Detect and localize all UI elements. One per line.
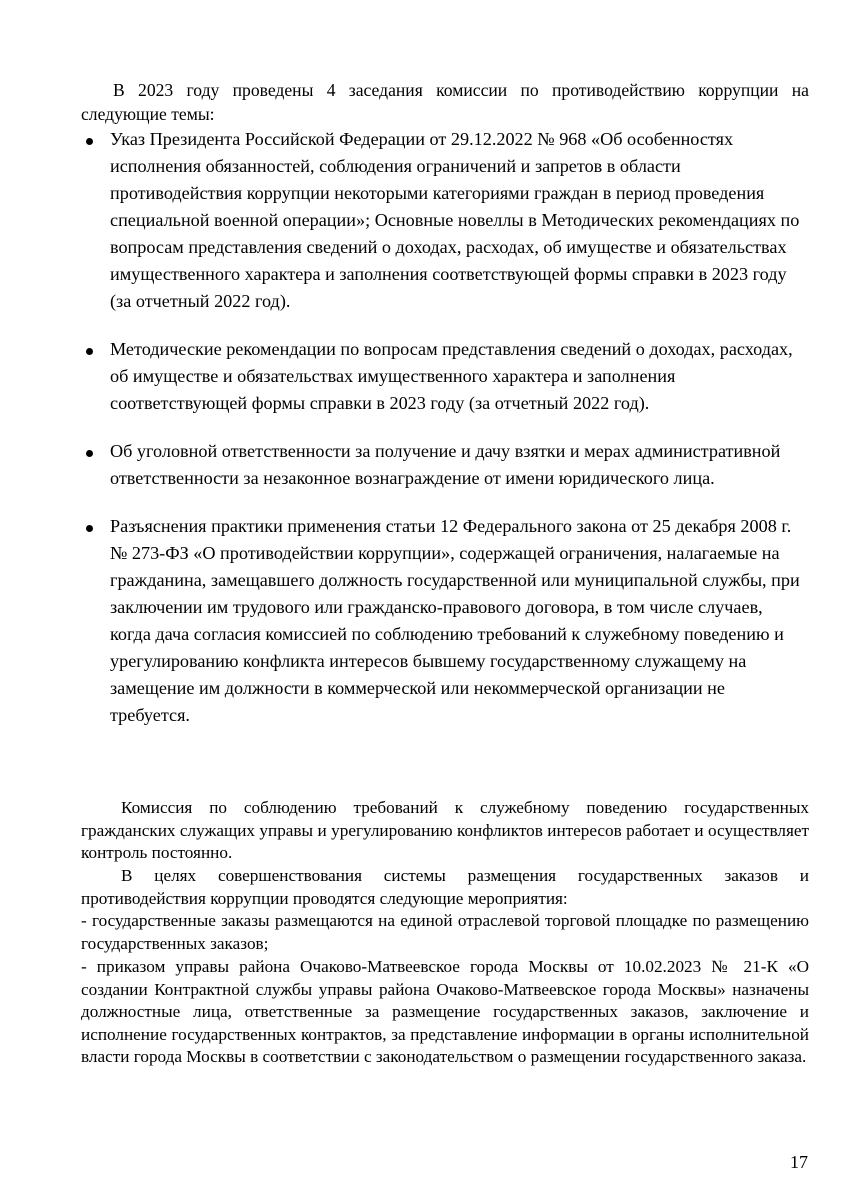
list-item-text: Указ Президента Российской Федерации от 29.12.2022 № 968 «Об особенностях исполнения обязанностей, соблюдения ограничений и запретов в области противодействия коррупции некоторыми категориями граждан в период проведения специальной военной операции»; Основные новеллы в Методических рекомендациях по вопросам представления сведений о доходах, расходах, об имуществе и обязательствах имущественного характера и заполнения соответствующей формы справки в 2023 году (за отчетный 2022 год). (110, 129, 800, 311)
measure-item-2: - приказом управы района Очаково-Матвеевское города Москвы от 10.02.2023 № 21-К «О создании Контрактной службы управы района Очаково-Матвеевское города Москвы» назначены должностные лица, ответственные за размещение государственных заказов, заключение и исполнение государственных контрактов, за представление информации в органы исполнительной власти города Москвы в соответствии с законодательством о размещении государственного заказа. (81, 957, 809, 1067)
list-item-text: Об уголовной ответственности за получение и дачу взятки и мерах административной ответственности за незаконное вознаграждение от имени юридического лица. (110, 441, 781, 488)
measure-item-1: - государственные заказы размещаются на единой отраслевой торговой площадке по размещению государственных заказов; (81, 911, 809, 953)
bullet-icon (86, 126, 100, 153)
list-item (0, 126, 848, 315)
commission-paragraph: Комиссия по соблюдению требований к служебному поведению государственных гражданских служащих управы и урегулированию конфликтов интересов работает и осуществляет контроль постоянно. (81, 798, 809, 863)
bullet-icon (86, 336, 100, 363)
page-number: 17 (790, 1152, 808, 1172)
list-item (0, 513, 848, 729)
list-item (0, 438, 848, 492)
topics-list (0, 126, 848, 750)
list-item-text: Методические рекомендации по вопросам представления сведений о доходах, расходах, об имуществе и обязательствах имущественного характера и заполнения соответствующей формы справки в 2023 году (за отчетный 2022 год). (110, 339, 793, 413)
measures-intro-paragraph: В целях совершенствования системы размещения государственных заказов и противодействия коррупции проводятся следующие мероприятия: (81, 866, 809, 908)
list-item (0, 336, 848, 417)
list-item-text: Разъяснения практики применения статьи 12 Федерального закона от 25 декабря 2008 г. № 273-ФЗ «О противодействии коррупции», содержащей ограничения, налагаемые на гражданина, замещавшего должность государственной или муниципальной службы, при заключении им трудового или гражданско-правового договора, в том числе случаев, когда дача согласия комиссией по соблюдению требований к служебному поведению и урегулированию конфликта интересов бывшему государственному служащему на замещение им должности в коммерческой или некоммерческой организации не требуется. (110, 516, 800, 725)
bullet-icon (86, 513, 100, 540)
bullet-icon (86, 438, 100, 465)
intro-paragraph: В 2023 году проведены 4 заседания комиссии по противодействию коррупции на следующие темы: (81, 80, 809, 124)
